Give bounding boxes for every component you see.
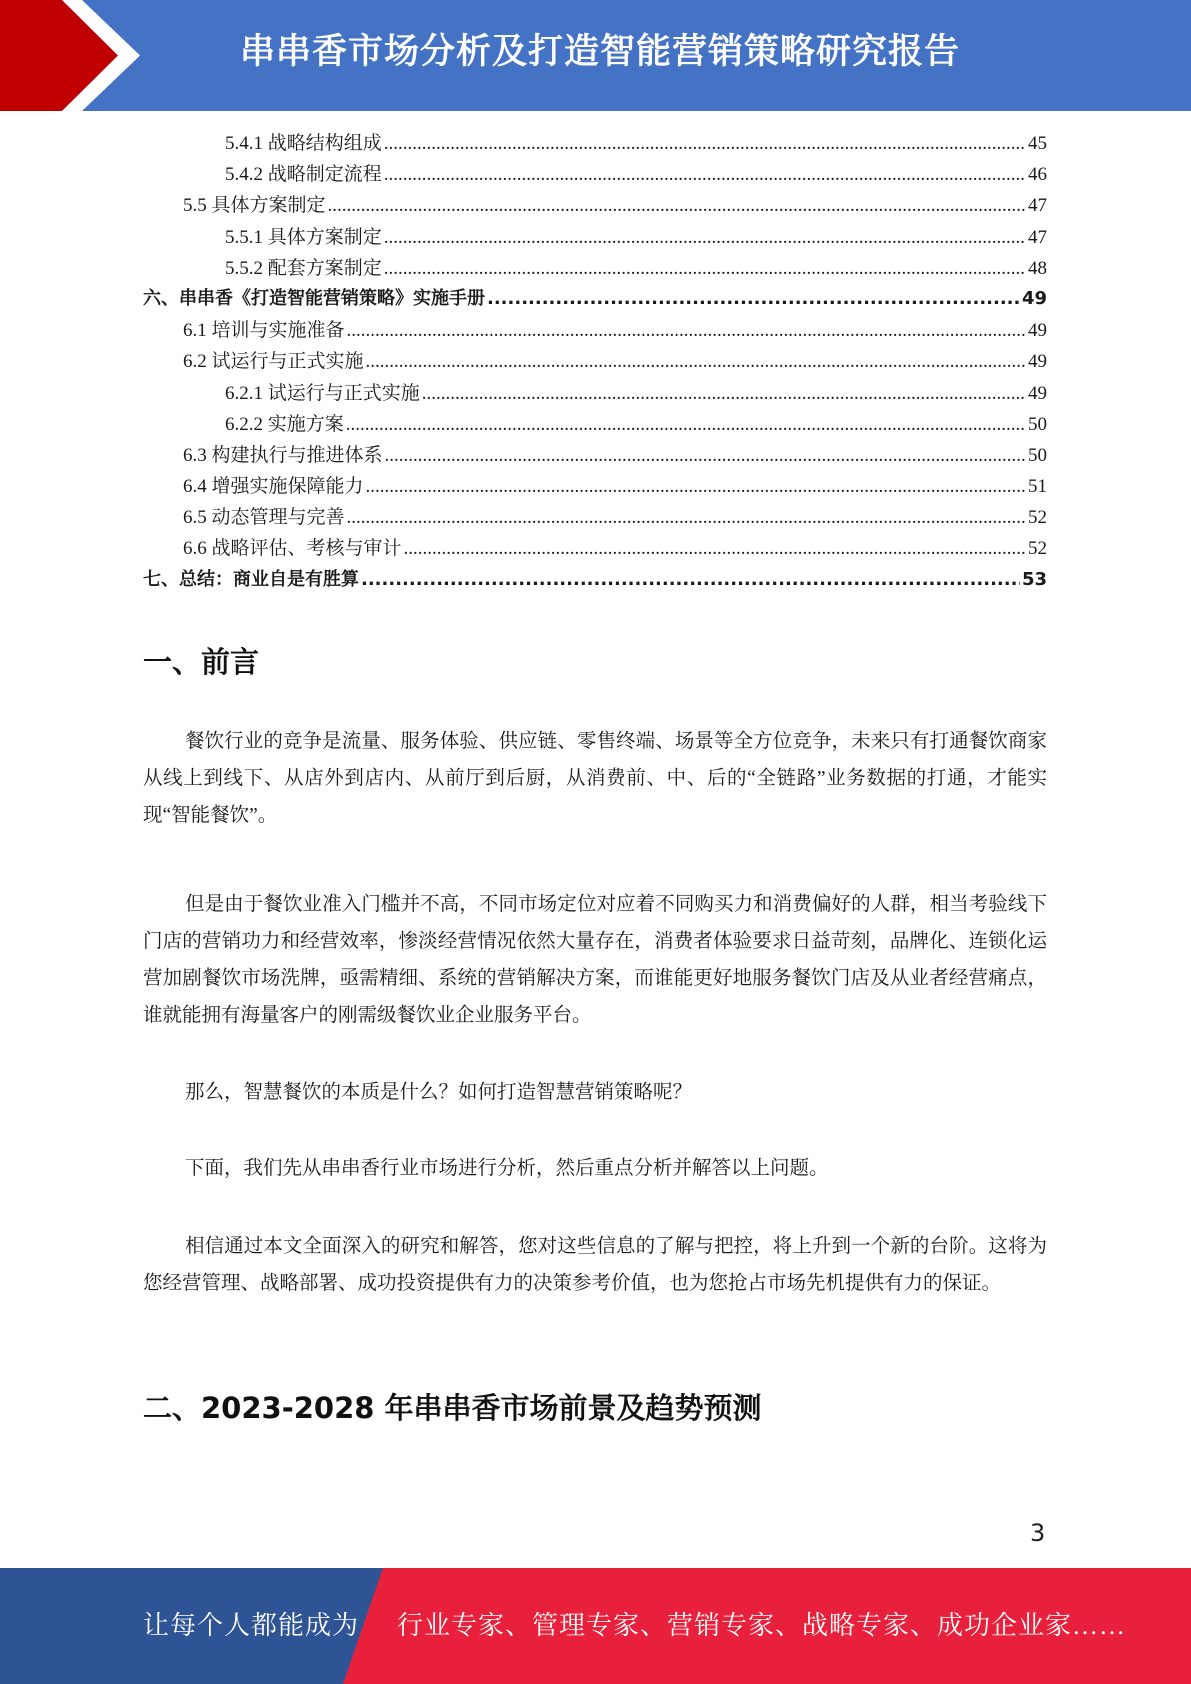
toc-entry-title: 七、总结：商业自是有胜算 [143,568,359,590]
toc-entry-title: 六、串串香《打造智能营销策略》实施手册 [143,287,485,309]
toc-entry[interactable] [143,190,1047,221]
toc-entry-page: 47 [1028,195,1047,217]
toc-entry[interactable] [143,533,1047,564]
toc-dot-leader [361,569,1020,587]
toc-entry-title: 6.2 试运行与正式实施 [183,351,364,373]
toc-dot-leader [384,227,1026,246]
toc-entry-page: 48 [1028,257,1047,279]
toc-entry[interactable] [143,159,1047,190]
toc-entry[interactable] [143,440,1047,471]
toc-entry-page: 53 [1021,568,1047,590]
toc-dot-leader [366,351,1026,370]
toc-entry[interactable] [143,409,1047,440]
toc-dot-leader [384,133,1026,152]
toc-entry-page: 51 [1028,476,1047,498]
toc-entry-page: 49 [1028,351,1047,373]
toc-entry[interactable] [143,315,1047,346]
toc-dot-leader [346,414,1026,433]
toc-entry-page: 49 [1021,287,1047,309]
toc-entry-title: 5.5 具体方案制定 [183,195,326,217]
section-heading-preface: 一、前言 [143,645,260,679]
toc-dot-leader [422,383,1026,402]
table-of-contents [143,128,1047,596]
toc-entry-page: 49 [1028,320,1047,342]
toc-entry[interactable] [143,502,1047,533]
toc-entry-page: 49 [1028,382,1047,404]
toc-entry[interactable] [143,128,1047,159]
toc-dot-leader [328,195,1026,214]
toc-entry-page: 52 [1028,507,1047,529]
page-number: 3 [1030,1519,1046,1547]
toc-dot-leader [487,288,1020,306]
toc-dot-leader [366,476,1026,495]
toc-entry-title: 6.4 增强实施保障能力 [183,476,364,498]
toc-entry[interactable] [143,565,1047,596]
toc-entry-page: 50 [1028,413,1047,435]
toc-entry-title: 5.5.2 配套方案制定 [225,257,382,279]
toc-entry-title: 6.2.2 实施方案 [225,413,344,435]
paragraph: 下面，我们先从串串香行业市场进行分析，然后重点分析并解答以上问题。 [185,1158,829,1179]
toc-entry-title: 6.1 培训与实施准备 [183,320,345,342]
toc-entry-title: 6.5 动态管理与完善 [183,507,345,529]
toc-entry[interactable] [143,346,1047,377]
footer-slogan-left: 让每个人都能成为 [143,1611,360,1640]
toc-dot-leader [384,164,1026,183]
toc-entry-title: 6.6 战略评估、考核与审计 [183,538,402,560]
toc-dot-leader [347,320,1026,339]
paragraph: 相信通过本文全面深入的研究和解答，您对这些信息的了解与把控，将上升到一个新的台阶。这将为您经营管理、战略部署、成功投资提供有力的决策参考价值，也为您抢占市场先机提供有力的保证。 [143,1236,1047,1294]
toc-entry[interactable] [143,284,1047,315]
toc-entry-page: 52 [1028,538,1047,560]
page-header [0,0,1191,111]
toc-entry-page: 47 [1028,226,1047,248]
toc-dot-leader [347,507,1026,526]
toc-entry-title: 6.2.1 试运行与正式实施 [225,382,420,404]
toc-entry-title: 6.3 构建执行与推进体系 [183,444,383,466]
toc-entry[interactable] [143,222,1047,253]
toc-dot-leader [404,538,1026,557]
report-title: 串串香市场分析及打造智能营销策略研究报告 [239,32,960,72]
toc-entry[interactable] [143,471,1047,502]
section-heading-forecast: 二、2023-2028 年串串香市场前景及趋势预测 [143,1391,762,1425]
paragraph: 但是由于餐饮业准入门槛并不高，不同市场定位对应着不同购买力和消费偏好的人群，相当考验线下门店的营销功力和经营效率，惨淡经营情况依然大量存在，消费者体验要求日益苛刻，品牌化、连锁化运营加剧餐饮市场洗牌，亟需精细、系统的营销解决方案，而谁能更好地服务餐饮门店及从业者经营痛点，谁就能拥有海量客户的刚需级餐饮业企业服务平台。 [143,894,1047,1026]
toc-entry-page: 50 [1028,444,1047,466]
toc-entry-title: 5.5.1 具体方案制定 [225,226,382,248]
toc-entry-title: 5.4.2 战略制定流程 [225,164,382,186]
toc-entry[interactable] [143,253,1047,284]
toc-entry-title: 5.4.1 战略结构组成 [225,133,382,154]
header-chevron-decoration [0,0,160,111]
footer-slogan-right: 行业专家、管理专家、营销专家、战略专家、成功企业家…… [397,1611,1127,1640]
page-footer [0,1568,1191,1684]
toc-entry-page: 45 [1028,133,1047,154]
toc-dot-leader [384,258,1026,277]
toc-entry[interactable] [143,378,1047,409]
toc-entry-page: 46 [1028,164,1047,186]
paragraph: 那么，智慧餐饮的本质是什么？如何打造智慧营销策略呢？ [185,1082,693,1103]
paragraph: 餐饮行业的竞争是流量、服务体验、供应链、零售终端、场景等全方位竞争，未来只有打通餐饮商家从线上到线下、从店外到店内、从前厅到后厨，从消费前、中、后的“全链路”业务数据的打通，才能实现“智能餐饮”。 [143,731,1047,826]
toc-dot-leader [385,445,1026,464]
